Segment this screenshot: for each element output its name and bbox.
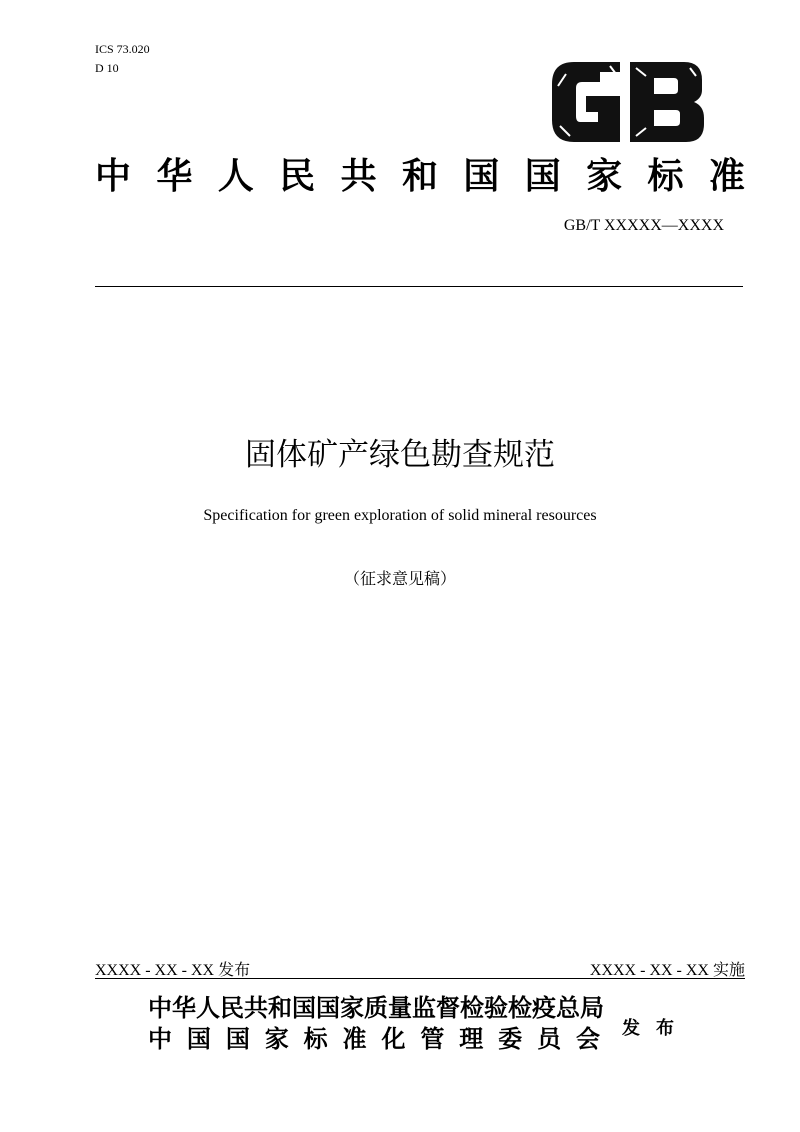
header-divider — [95, 286, 743, 287]
issuer-char: 准 — [342, 1025, 367, 1053]
heading-char: 准 — [708, 155, 745, 197]
issuer-char: 中 — [148, 1025, 172, 1053]
issuing-authorities — [148, 993, 604, 1055]
issue-date: XXXX - XX - XX 发布 — [95, 962, 251, 979]
footer-divider — [95, 978, 745, 979]
heading-char: 人 — [217, 155, 254, 197]
draft-status: （征求意见稿） — [343, 571, 456, 588]
issuer-char: 委 — [498, 1025, 523, 1053]
issue-char: 布 — [656, 1018, 674, 1039]
issuer-char: 标 — [303, 1025, 328, 1053]
heading-char: 中 — [95, 155, 132, 197]
ics-code: ICS 73.020 — [95, 42, 150, 56]
document-title-chinese: 固体矿产绿色勘查规范 — [245, 437, 555, 473]
implementation-date: XXXX - XX - XX 实施 — [589, 962, 745, 979]
issuer-sac — [148, 1024, 600, 1055]
heading-char: 家 — [586, 155, 623, 197]
heading-char: 共 — [340, 155, 377, 197]
heading-char: 国 — [524, 155, 561, 197]
classification-codes — [95, 40, 150, 78]
standard-number: GB/T XXXXX—XXXX — [563, 217, 724, 234]
ccs-code: D 10 — [95, 61, 119, 75]
date-row — [95, 957, 745, 980]
document-title-english: Specification for green exploration of solid mineral resources — [203, 507, 597, 524]
issue-label — [622, 1014, 674, 1040]
issuer-char: 家 — [264, 1025, 289, 1053]
issuer-aqsiq: 中华人民共和国国家质量监督检验检疫总局 — [148, 994, 604, 1022]
heading-char: 国 — [463, 155, 500, 197]
heading-char: 和 — [401, 155, 438, 197]
issuer-char: 员 — [537, 1025, 562, 1053]
national-standard-heading — [95, 150, 745, 202]
issuer-char: 国 — [186, 1025, 211, 1053]
issuer-char: 会 — [575, 1025, 600, 1053]
heading-char: 民 — [279, 155, 316, 197]
heading-char: 标 — [647, 155, 684, 197]
issuer-char: 理 — [459, 1025, 484, 1053]
issuer-char: 国 — [225, 1025, 250, 1053]
heading-char: 华 — [156, 155, 193, 197]
gb-logo — [550, 62, 706, 142]
issuer-char: 管 — [420, 1025, 445, 1053]
issue-char: 发 — [622, 1018, 640, 1039]
issuer-char: 化 — [381, 1025, 406, 1053]
